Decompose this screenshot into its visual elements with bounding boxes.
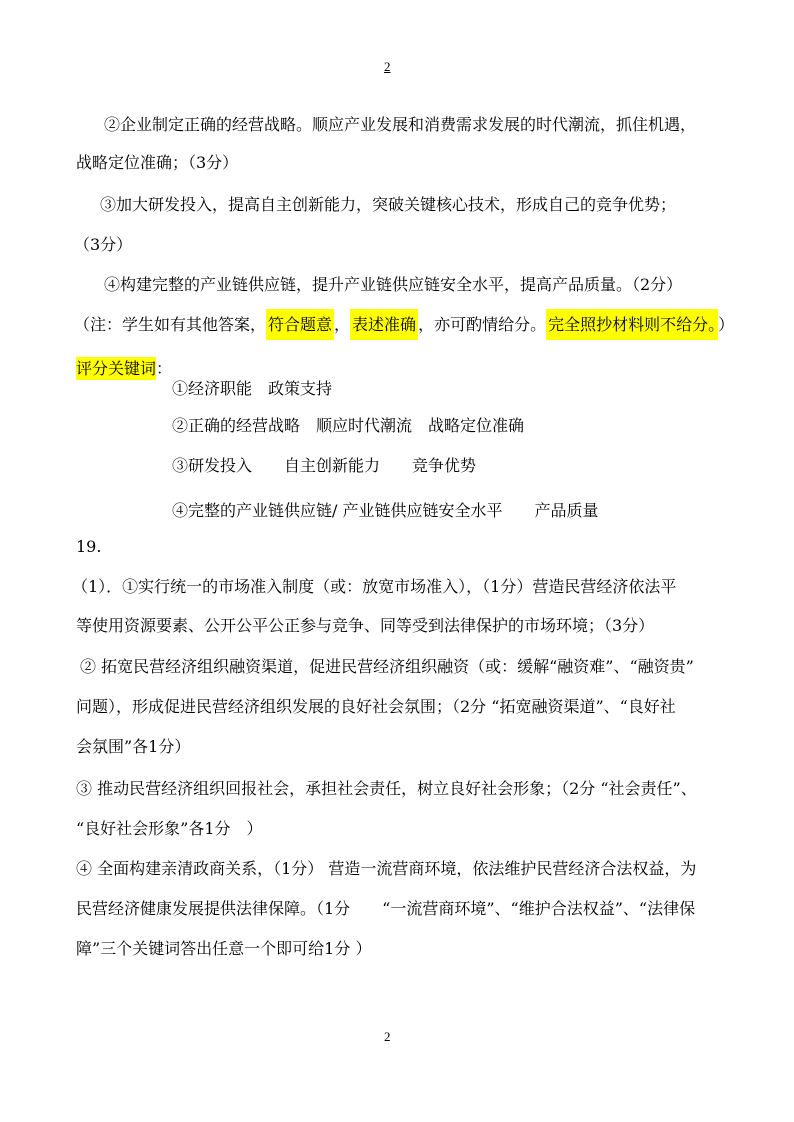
- q19-line-4: 问题），形成促进民营经济组织发展的良好社会氛围；（2分 “拓宽融资渠道”、“良好社: [76, 697, 676, 716]
- keyword-item-1: ①经济职能 政策支持: [172, 379, 333, 398]
- q18-item2-line2: 战略定位准确；（3分）: [76, 153, 239, 172]
- page-number-top: 2: [384, 59, 391, 74]
- keywords-heading: [76, 358, 172, 380]
- q19-number: 19.: [76, 537, 102, 556]
- note-highlight-3: 完全照抄材料则不给分。: [546, 309, 718, 340]
- q19-line-2: 等使用资源要素、公开公平公正参与竞争、同等受到法律保护的市场环境；（3分）: [76, 616, 655, 635]
- q18-item4: ④构建完整的产业链供应链，提升产业链供应链安全水平，提高产品质量。（2分）: [104, 275, 683, 294]
- q19-line-5: 会氛围”各1分）: [76, 737, 191, 756]
- note-prefix: （注：学生如有其他答案，: [74, 315, 267, 334]
- q18-item3-line1: ③加大研发投入，提高自主创新能力，突破关键核心技术，形成自己的竞争优势；: [100, 195, 677, 214]
- q19-line-8: ④ 全面构建亲清政商关系，（1分） 营造一流营商环境，依法维护民营经济合法权益，为: [76, 859, 697, 878]
- page-number-bottom: 2: [384, 1029, 391, 1044]
- q19-line-7: “良好社会形象”各1分 ）: [76, 819, 263, 838]
- q18-note: [74, 314, 734, 336]
- keyword-item-3: ③研发投入 自主创新能力 竞争优势: [172, 456, 477, 475]
- note-highlight-2: 表述准确: [350, 309, 418, 340]
- q19-line-3: ② 拓宽民营经济组织融资渠道，促进民营经济组织融资（或：缓解“融资难”、“融资贵”: [80, 657, 694, 676]
- note-mid: ，亦可酌情给分。: [418, 315, 547, 334]
- keywords-colon: ：: [156, 359, 173, 378]
- q19-line-9: 民营经济健康发展提供法律保障。（1分 “一流营商环境”、“维护合法权益”、“法律保: [76, 899, 696, 918]
- note-suffix: ）: [718, 315, 735, 334]
- q19-line-6: ③ 推动民营经济组织回报社会，承担社会责任，树立良好社会形象；（2分 “社会责任”、: [76, 779, 697, 798]
- note-sep-1: ，: [334, 315, 351, 334]
- q18-item2-line1: ②企业制定正确的经营战略。顺应产业发展和消费需求发展的时代潮流，抓住机遇，: [104, 115, 697, 134]
- keyword-item-2: ②正确的经营战略 顺应时代潮流 战略定位准确: [172, 416, 525, 435]
- keyword-item-4: ④完整的产业链供应链/ 产业链供应链安全水平 产品质量: [172, 501, 599, 520]
- q19-line-10: 障”三个关键词答出任意一个即可给1分 ）: [76, 939, 372, 958]
- keywords-label: 评分关键词: [76, 359, 157, 378]
- q18-item3-line2: （3分）: [74, 235, 133, 254]
- q19-line-1: （1）．①实行统一的市场准入制度（或：放宽市场准入），（1分）营造民营经济依法平: [72, 577, 677, 596]
- note-highlight-1: 符合题意: [266, 309, 334, 340]
